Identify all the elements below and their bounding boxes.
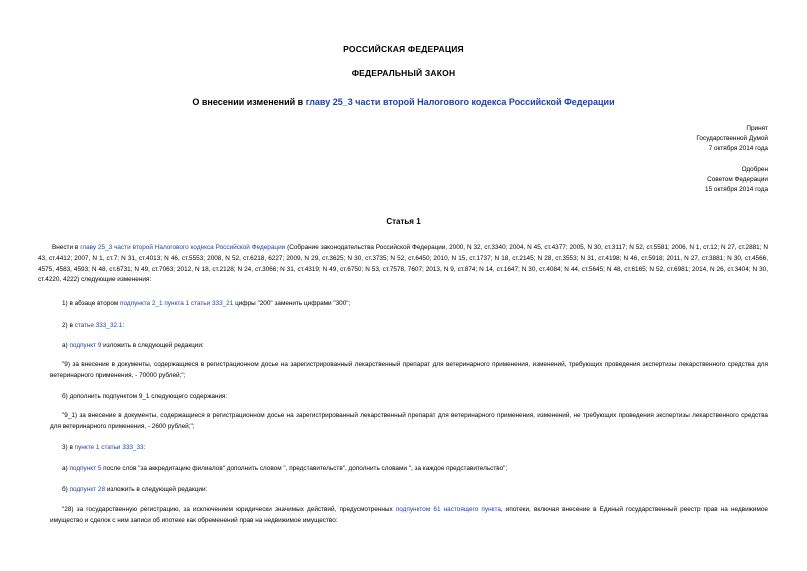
- intro-citations: (Собрание законодательства Российской Федерации, 2000, N 32, ст.3340; 2004, N 45, ст.4377; 2005, N 30, ст.3117; N 52, ст.5581; 2006, N 1, ст.12; N 27, ст.2881; N 43, ст.4412; 2007, N 1, ст.7; N 31, ст.4013; N 46, ст.5553; 2008, N 52, ст.6218, 6227; 2009, N 29, ст.3625; N 30, ст.3735; N 52, ст.6450; 2010, N 15, ст.1737; N 18, ст.2145; N 28, ст.3553; N 31, ст.4198; N 46, ст.5918; 2011, N 27, ст.3881; N 30, ст.4566, 4575, 4583, 4593; N 48, ст.6731; N 49, ст.7063; 2012, N 18, ст.2128; N 24, ст.3066; N 31, ст.4319; N 49, ст.6750; N 53, ст.7578, 7607; 2013, N 9, ст.874; N 14, ст.1647; N 30, ст.4084; N 44, ст.5645; N 48, ст.6165; N 52, ст.6981; 2014, N 26, ст.3404; N 30, ст.4220, 4222) следующие изменения:: [38, 244, 768, 284]
- item-1-prefix: 1) в абзаце втором: [62, 300, 121, 307]
- item-2a-rest: изложить в следующей редакции:: [101, 342, 204, 349]
- duma-name: Государственной Думой: [696, 135, 768, 142]
- council-date: 15 октября 2014 года: [705, 186, 768, 193]
- item-3a-prefix: а): [62, 465, 70, 472]
- item-2a-link[interactable]: подпункт 9: [69, 342, 102, 349]
- item-2-prefix: 2) в: [62, 322, 75, 329]
- item-3a-paragraph: [50, 464, 768, 475]
- duma-date: 7 октября 2014 года: [708, 145, 768, 152]
- item-2-rest: :: [122, 322, 125, 329]
- item-1-paragraph: [50, 299, 768, 310]
- item-3b-prefix: б): [62, 486, 70, 493]
- quote-28-prefix: "28) за государственную регистрацию, за исключением юридически значимых действий, предусмотренных: [62, 506, 396, 513]
- law-title-prefix: О внесении изменений в: [192, 97, 306, 107]
- item-1-link[interactable]: подпункта 2_1 пункта 1 статьи 333_21: [120, 300, 234, 307]
- quote-28-paragraph: [50, 505, 768, 527]
- item-3a-link[interactable]: подпункт 5: [69, 465, 102, 472]
- council-approval-block: [705, 165, 768, 195]
- law-title: [0, 97, 807, 107]
- item-3-link[interactable]: пункте 1 статьи 333_33: [74, 444, 144, 451]
- duma-adopted-label: Принят: [746, 125, 768, 132]
- item-2-paragraph: [50, 321, 768, 332]
- council-approved-label: Одобрен: [741, 166, 768, 173]
- quote-9-1-paragraph: "9_1) за внесение в документы, содержащиеся в регистрационном досье на зарегистрированный лекарственный препарат для ветеринарного применения, изменений, не требующих проведения экспертизы лекарственного средства для ветеринарного применения, - 2600 рублей;";: [50, 412, 768, 430]
- quote-28-rest: , ипотеки, включая внесение в Единый государственный реестр прав на недвижимое имущество и сделок с ним записи об ипотеке как обременений прав на недвижимое имущество:: [50, 506, 768, 524]
- item-3-rest: :: [143, 444, 146, 451]
- law-title-link[interactable]: главу 25_3 части второй Налогового кодекса Российской Федерации: [305, 97, 615, 107]
- item-3b-link[interactable]: подпункт 28: [69, 486, 106, 493]
- law-type-heading: ФЕДЕРАЛЬНЫЙ ЗАКОН: [351, 68, 456, 78]
- item-3a-rest: после слов "за аккредитацию филиалов" дополнить словом ", представительств", дополнить словами ", за каждое представительство";: [101, 465, 508, 472]
- quote-28-link[interactable]: подпунктом 61 настоящего пункта: [395, 506, 501, 513]
- item-2-link[interactable]: статье 333_32.1: [74, 322, 123, 329]
- council-name: Советом Федерации: [707, 176, 768, 183]
- item-3b-rest: изложить в следующей редакции:: [105, 486, 208, 493]
- item-3b-paragraph: [50, 485, 768, 496]
- article-intro-paragraph: [38, 243, 768, 286]
- item-2a-prefix: а): [62, 342, 70, 349]
- item-2a-paragraph: [50, 341, 768, 352]
- item-1-rest: цифры "200" заменить цифрами "300";: [233, 300, 351, 307]
- duma-adoption-block: [696, 124, 768, 154]
- article-heading: Статья 1: [386, 217, 421, 226]
- item-3-prefix: 3) в: [62, 444, 75, 451]
- intro-prefix: Внести в: [52, 244, 81, 251]
- country-heading: РОССИЙСКАЯ ФЕДЕРАЦИЯ: [343, 44, 464, 54]
- item-2b-paragraph: б) дополнить подпунктом 9_1 следующего содержания:: [62, 393, 228, 400]
- quote-9-paragraph: "9) за внесение в документы, содержащиеся в регистрационном досье на зарегистрированный лекарственный препарат для ветеринарного применения, изменений, требующих проведения экспертизы лекарственного средства для ветеринарного применения, - 70000 рублей;";: [50, 361, 768, 379]
- intro-chapter-link[interactable]: главу 25_3 части второй Налогового кодекса Российской Федерации: [80, 244, 286, 251]
- item-3-paragraph: [50, 443, 768, 454]
